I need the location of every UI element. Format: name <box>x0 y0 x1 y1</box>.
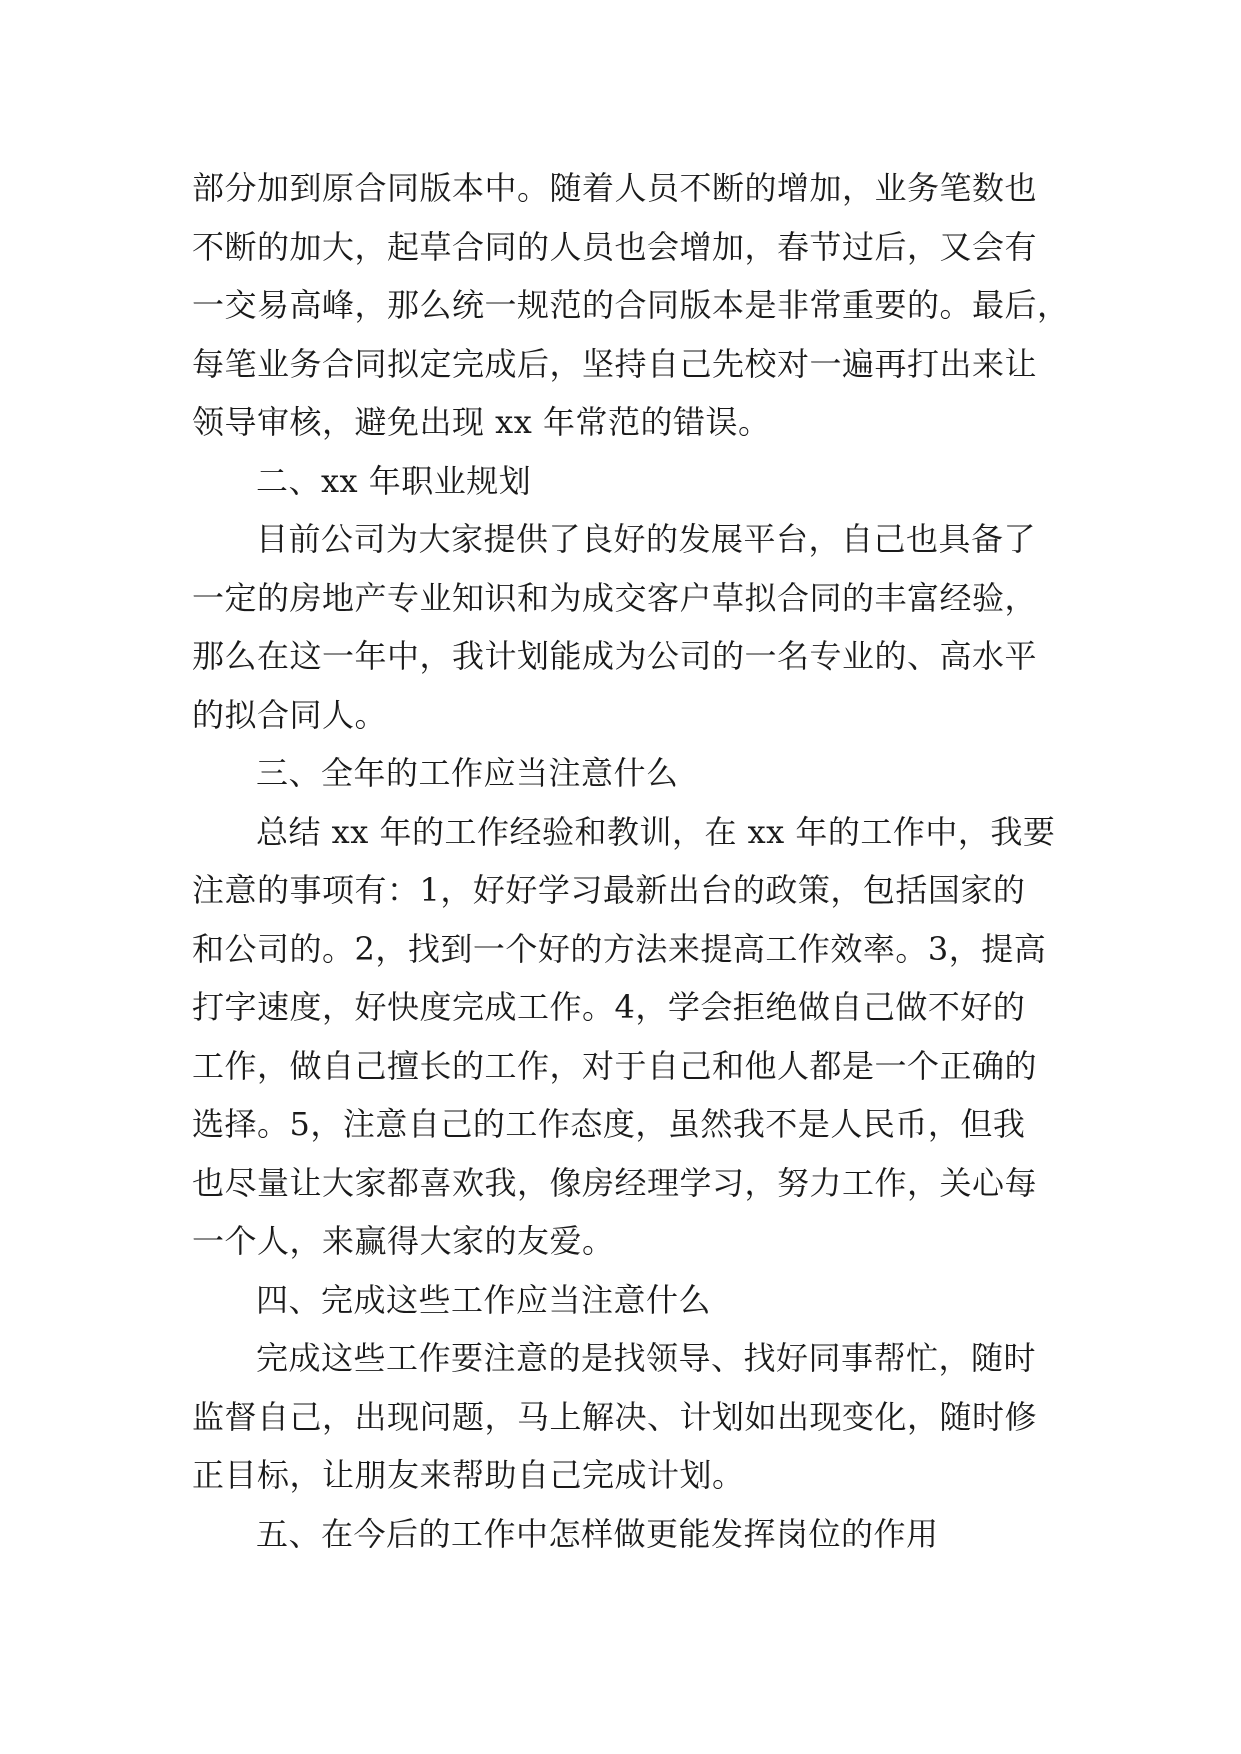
text-line: 目前公司为大家提供了良好的发展平台，自己也具备了 <box>256 520 1037 558</box>
text-line: 也尽量让大家都喜欢我，像房经理学习，努力工作，关心每 <box>192 1163 1038 1202</box>
section-heading: 二、xx 年职业规划 <box>256 461 532 500</box>
text-line: 正目标，让朋友来帮助自己完成计划。 <box>192 1456 745 1494</box>
section-heading: 三、全年的工作应当注意什么 <box>256 754 679 792</box>
text-line: 选择。5，注意自己的工作态度，虽然我不是人民币，但我 <box>192 1105 1026 1143</box>
section-heading: 五、在今后的工作中怎样做更能发挥岗位的作用 <box>256 1514 939 1553</box>
text-line: 注意的事项有：1，好好学习最新出台的政策，包括国家的 <box>192 871 1026 909</box>
section-heading: 四、完成这些工作应当注意什么 <box>256 1280 712 1319</box>
text-line: 打字速度，好快度完成工作。4，学会拒绝做自己做不好的 <box>192 988 1026 1026</box>
text-line: 一定的房地产专业知识和为成交客户草拟合同的丰富经验， <box>192 578 1038 617</box>
text-line: 一个人，来赢得大家的友爱。 <box>192 1222 615 1260</box>
document-body <box>192 159 1072 1563</box>
text-line: 总结 xx 年的工作经验和教训，在 xx 年的工作中，我要 <box>256 812 1056 851</box>
text-line: 不断的加大，起草合同的人员也会增加，春节过后，又会有 <box>192 227 1038 266</box>
text-line: 的拟合同人。 <box>192 695 388 734</box>
text-line: 监督自己，出现问题，马上解决、计划如出现变化，随时修 <box>192 1397 1038 1436</box>
text-line: 每笔业务合同拟定完成后，坚持自己先校对一遍再打出来让 <box>192 344 1038 383</box>
text-line: 那么在这一年中，我计划能成为公司的一名专业的、高水平 <box>192 637 1038 675</box>
text-line: 部分加到原合同版本中。随着人员不断的增加，业务笔数也 <box>192 169 1038 207</box>
text-line: 领导审核，避免出现 xx 年常范的错误。 <box>192 403 771 441</box>
text-line: 一交易高峰，那么统一规范的合同版本是非常重要的。最后， <box>192 286 1070 324</box>
text-line: 工作，做自己擅长的工作，对于自己和他人都是一个正确的 <box>192 1046 1038 1085</box>
text-line: 完成这些工作要注意的是找领导、找好同事帮忙，随时 <box>256 1339 1037 1377</box>
text-line: 和公司的。2，找到一个好的方法来提高工作效率。3，提高 <box>192 929 1047 968</box>
